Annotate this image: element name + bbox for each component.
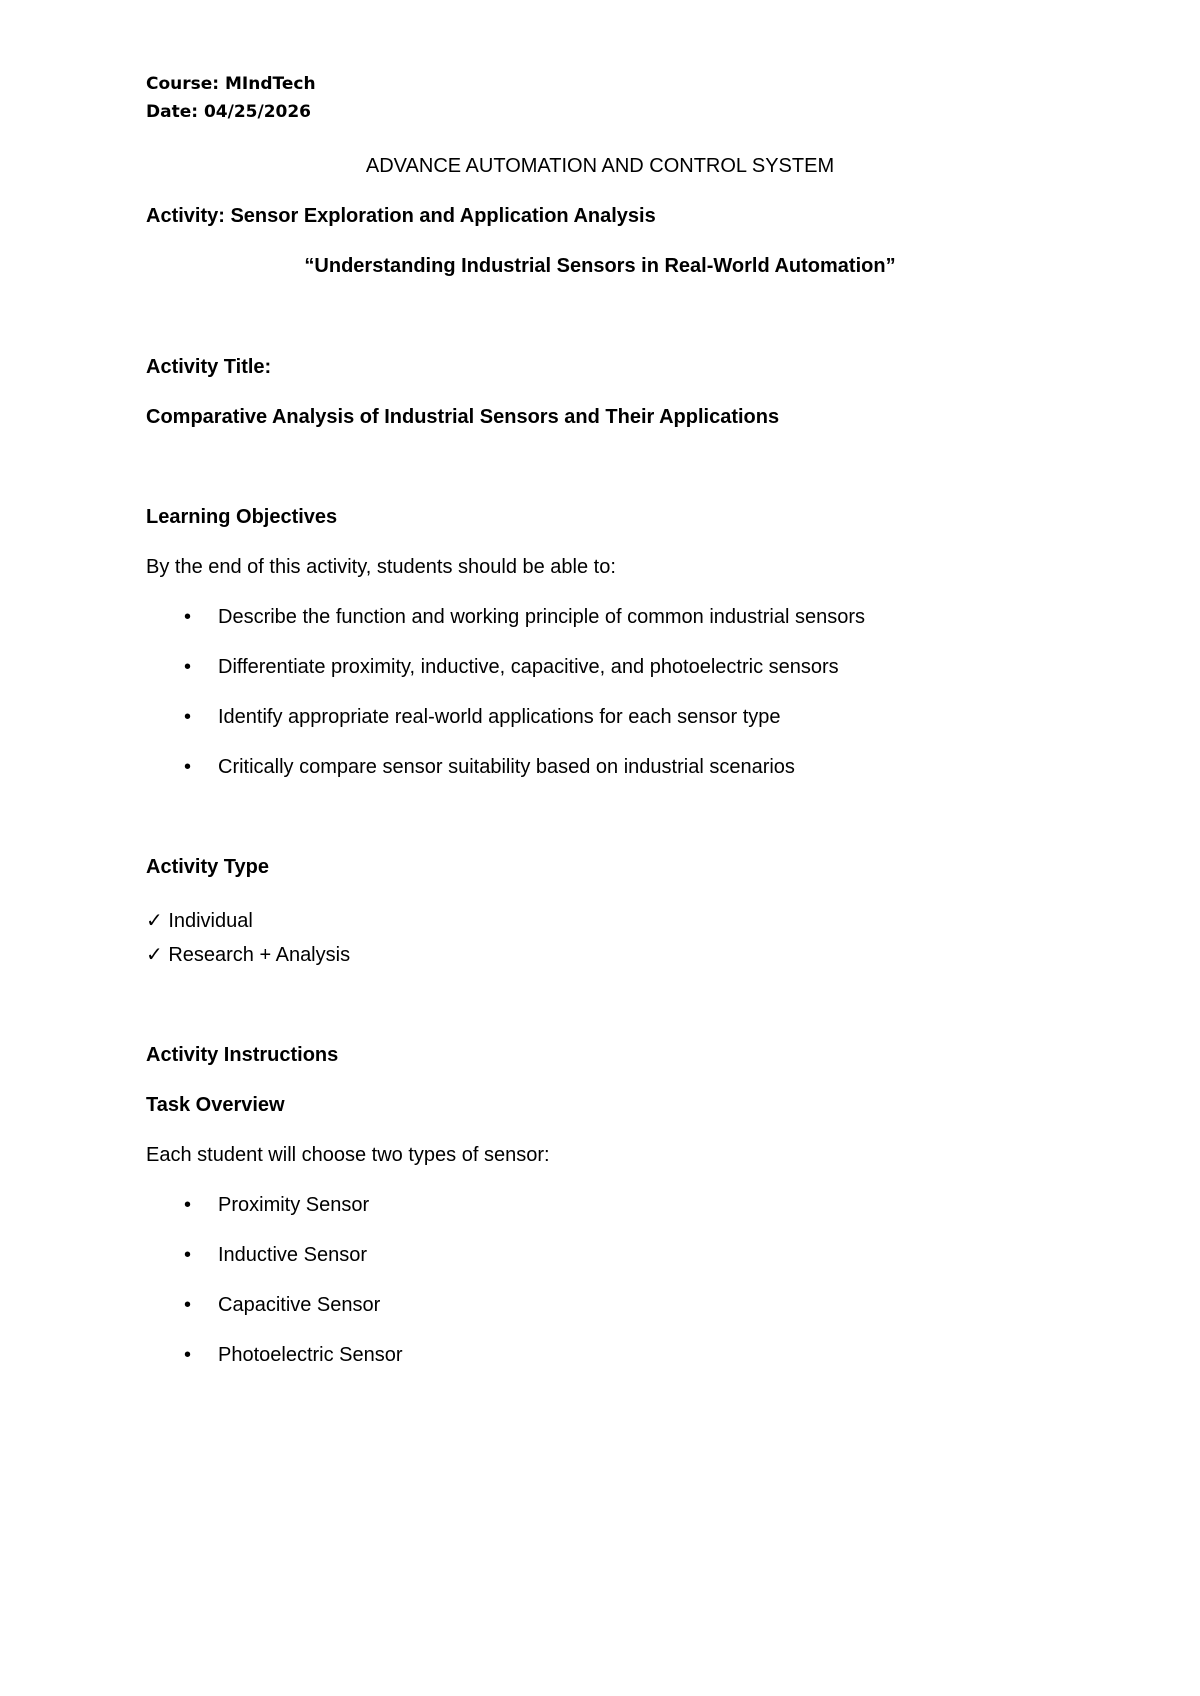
list-item-text: Capacitive Sensor [218, 1294, 381, 1316]
bullet-icon: • [184, 1344, 192, 1366]
list-item-text: Inductive Sensor [218, 1244, 367, 1266]
activity-quote: “Understanding Industrial Sensors in Real-World Automation” [304, 255, 896, 277]
list-item-text: Differentiate proximity, inductive, capacitive, and photoelectric sensors [218, 656, 839, 678]
learning-objectives-heading: Learning Objectives [146, 506, 338, 528]
check-item-research: ✓ Research + Analysis [146, 944, 351, 966]
document-title: ADVANCE AUTOMATION AND CONTROL SYSTEM [365, 155, 835, 177]
activity-title-heading: Activity Title: [146, 356, 272, 378]
activity-type-heading: Activity Type [146, 856, 269, 878]
instructions-heading: Activity Instructions [146, 1044, 339, 1066]
bullet-icon: • [184, 706, 192, 728]
list-item-text: Critically compare sensor suitability based on industrial scenarios [218, 756, 795, 778]
course-line: Course: MIndTech [146, 74, 316, 94]
bullet-icon: • [184, 756, 192, 778]
activity-title-text: Comparative Analysis of Industrial Sensors and Their Applications [146, 406, 780, 428]
bullet-icon: • [184, 656, 192, 678]
bullet-icon: • [184, 1194, 192, 1216]
list-item-text: Identify appropriate real-world applications for each sensor type [218, 706, 781, 728]
task-overview-intro: Each student will choose two types of sensor: [146, 1144, 550, 1166]
list-item-text: Proximity Sensor [218, 1194, 370, 1216]
activity-heading: Activity: Sensor Exploration and Application Analysis [146, 205, 656, 227]
date-line: Date: 04/25/2026 [146, 102, 312, 122]
bullet-icon: • [184, 1244, 192, 1266]
bullet-icon: • [184, 606, 192, 628]
list-item-text: Describe the function and working principle of common industrial sensors [218, 606, 865, 628]
bullet-icon: • [184, 1294, 192, 1316]
check-item-individual: ✓ Individual [146, 910, 253, 932]
task-overview-heading: Task Overview [146, 1094, 285, 1116]
learning-objectives-intro: By the end of this activity, students should be able to: [146, 556, 616, 578]
list-item-text: Photoelectric Sensor [218, 1344, 403, 1366]
